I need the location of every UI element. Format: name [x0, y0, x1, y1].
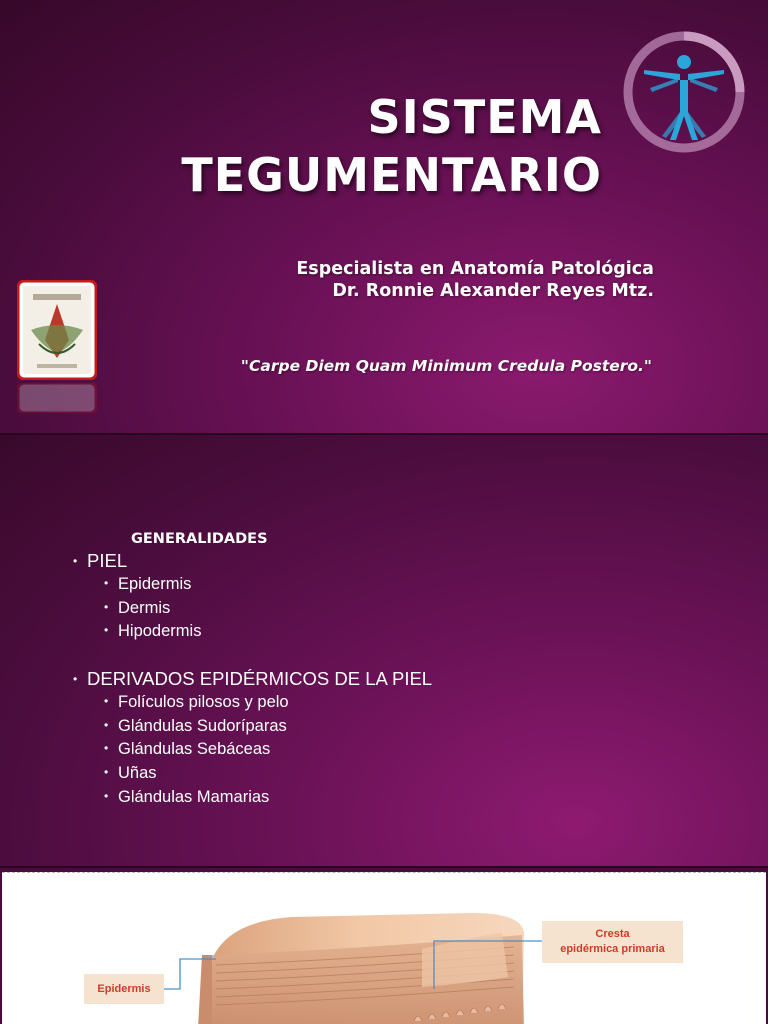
bullet-dermis: • Dermis: [73, 596, 201, 620]
title-line-2: TEGUMENTARIO: [181, 148, 602, 202]
bullet-list-derivados: [73, 668, 432, 809]
label-cresta-line-2: epidérmica primaria: [560, 943, 665, 955]
bullet-mamarias: • Glándulas Mamarias: [73, 785, 432, 809]
university-crest-icon: [17, 280, 97, 380]
title-slide: [0, 0, 768, 433]
label-epidermis: Epidermis: [97, 983, 151, 995]
bullet-piel: • PIEL: [73, 550, 201, 572]
bullet-unas: • Uñas: [73, 761, 432, 785]
author-specialty: Especialista en Anatomía Patológica: [296, 259, 654, 279]
vitruvian-man-icon: [620, 28, 748, 156]
bullet-hipodermis: • Hipodermis: [73, 619, 201, 643]
motto-quote: "Carpe Diem Quam Minimum Credula Postero.": [240, 357, 652, 375]
bullet-sebaceas: • Glándulas Sebáceas: [73, 737, 432, 761]
bullet-derivados: • DERIVADOS EPIDÉRMICOS DE LA PIEL: [73, 668, 432, 690]
presentation-title: [181, 88, 602, 204]
label-cresta: [542, 921, 683, 963]
label-cresta-line-1: Cresta: [595, 928, 630, 940]
slide-heading: GENERALIDADES: [131, 531, 268, 547]
bullet-list-piel: [73, 550, 201, 643]
author-credit: [296, 258, 654, 302]
author-name: Dr. Ronnie Alexander Reyes Mtz.: [332, 281, 654, 301]
skin-diagram-slide: [0, 868, 768, 1024]
bullet-foliculos: • Folículos pilosos y pelo: [73, 690, 432, 714]
diagram-panel: [2, 872, 766, 1024]
crest-reflection: [17, 383, 97, 413]
bullet-sudoriparas: • Glándulas Sudoríparas: [73, 714, 432, 738]
title-line-1: SISTEMA: [367, 90, 602, 144]
bullet-epidermis: • Epidermis: [73, 572, 201, 596]
